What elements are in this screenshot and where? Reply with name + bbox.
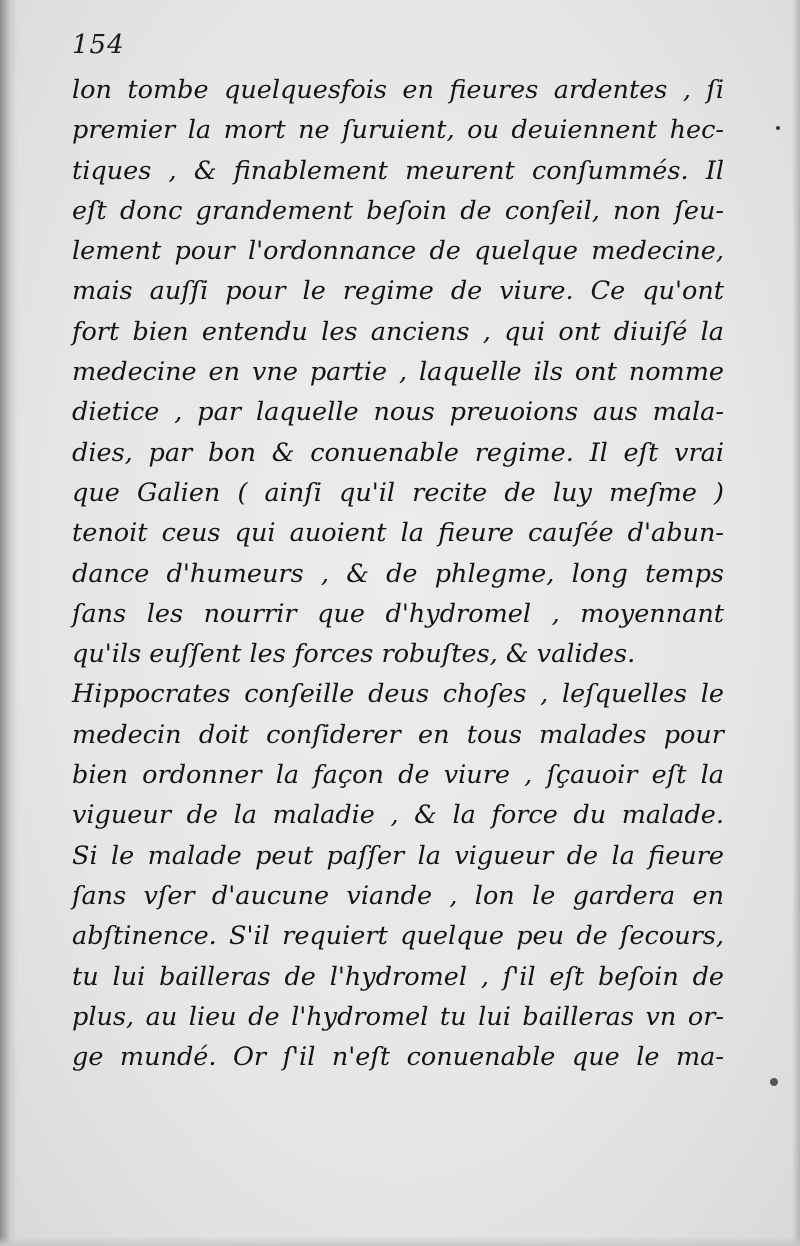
text-line: ge mundé. Or ſ'il n'eſt conuenable que le ma- xyxy=(72,1042,724,1073)
text-line: lon tombe quelquesfois en fieures ardentes , ſi xyxy=(72,75,724,105)
text-line: que Galien ( ainſi qu'il recite de luy meſme ) xyxy=(72,477,724,508)
text-line: qu'ils euſſent les forces robuſtes, & valides. xyxy=(72,639,636,670)
page-bottom-edge-shadow xyxy=(0,1236,800,1246)
text-line: Hippocrates conſeille deus choſes , leſquelles le xyxy=(72,679,724,710)
ink-speck xyxy=(770,1078,778,1086)
text-line: eſt donc grandement beſoin de conſeil, non ſeu- xyxy=(72,195,724,226)
text-line: tiques , & finablement meurent conſummés. Il xyxy=(72,155,724,186)
text-line: fort bien entendu les anciens , qui ont diuiſé la xyxy=(72,316,724,347)
text-line: lement pour l'ordonnance de quelque medecine, xyxy=(72,236,724,267)
text-line: medecine en vne partie , laquelle ils ont nomme xyxy=(72,357,724,388)
text-line: medecin doit conſiderer en tous malades pour xyxy=(72,719,724,750)
text-line: ſans vſer d'aucune viande , lon le gardera en xyxy=(72,880,724,911)
page-number: 154 xyxy=(72,30,125,60)
text-line: dietice , par laquelle nous preuoions aus mala- xyxy=(72,397,724,428)
text-line: premier la mort ne ſuruient, ou deuiennent hec- xyxy=(72,115,724,146)
text-line: bien ordonner la façon de viure , ſçauoir eſt la xyxy=(72,760,724,791)
text-line: Si le malade peut paſſer la vigueur de la fieure xyxy=(72,840,724,871)
text-line: abſtinence. S'il requiert quelque peu de ſecours, xyxy=(72,921,724,952)
text-line: mais auſſi pour le regime de viure. Ce qu'ont xyxy=(72,276,724,307)
page-right-edge-shadow xyxy=(792,0,800,1246)
text-line: plus, au lieu de l'hydromel tu lui bailleras vn or- xyxy=(72,1001,724,1032)
text-line: tu lui bailleras de l'hydromel , ſ'il eſt beſoin de xyxy=(72,961,724,992)
text-line: dies, par bon & conuenable regime. Il eſt vrai xyxy=(72,437,724,468)
text-line: dance d'humeurs , & de phlegme, long temps xyxy=(72,558,724,589)
ink-speck xyxy=(776,126,780,130)
text-line: ſans les nourrir que d'hydromel , moyennant xyxy=(72,598,724,629)
page-left-edge-shadow xyxy=(0,0,18,1246)
body-text xyxy=(72,70,724,1077)
text-line: tenoit ceus qui auoient la fieure cauſée d'abun- xyxy=(72,518,724,549)
text-line: vigueur de la maladie , & la force du malade. xyxy=(72,800,724,831)
